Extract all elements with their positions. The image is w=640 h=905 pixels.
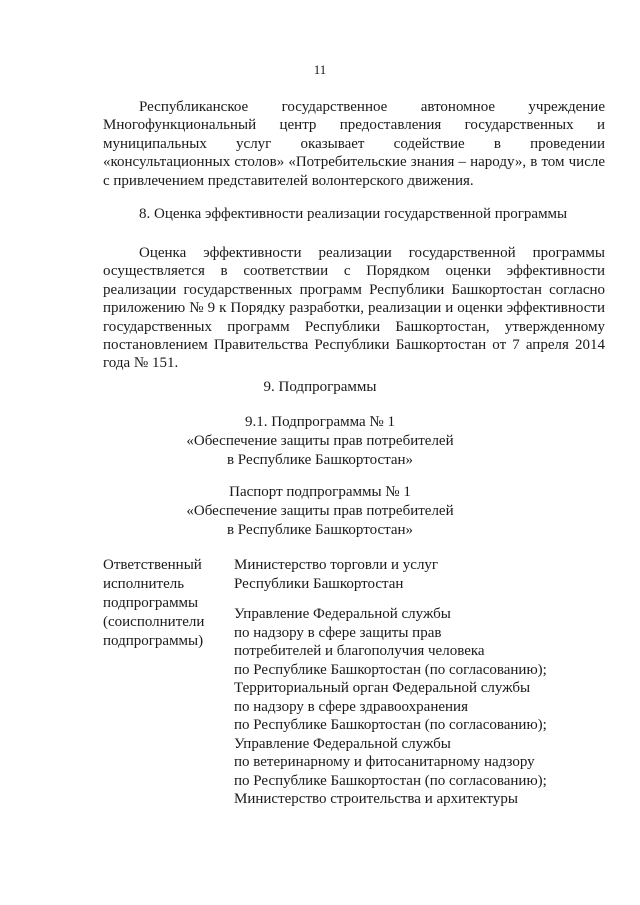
passport-heading: Паспорт подпрограммы № 1 «Обеспечение защиты прав потребителей в Республике Башкортостан» xyxy=(186,484,454,538)
passport-value-line: Управление Федеральной службы xyxy=(234,735,451,752)
paragraph-mfc-assistance: Республиканское государственное автономное учреждение Многофункциональный центр предоставления государственных и муниципальных услуг оказывает содействие в проведении «консультационных столов» «Потребительские знания – народу», в том числе с привлечением представителей волонтерского движения. xyxy=(103,99,605,189)
passport-value-line: по ветеринарному и фитосанитарному надзору xyxy=(234,754,535,770)
passport-value-line: по Республике Башкортостан (по согласованию); xyxy=(234,661,547,678)
paragraph-efficiency-evaluation: Оценка эффективности реализации государственной программы осуществляется в соответствии с Порядком оценки эффективности реализации государственных программ Республики Башкортостан согласно приложению № 9 к Порядку разработки, реализации и оценки эффективности государственных программ Республики Башкортостан, утвержденному постановлением Правительства Республики Башкортостан от 7 апреля 2014 года № 151. xyxy=(103,245,605,372)
passport-value-line: Территориальный орган Федеральной службы xyxy=(234,680,531,696)
passport-value-line: Управление Федеральной службы xyxy=(234,606,451,622)
passport-value-line: Министерство строительства и архитектуры xyxy=(234,791,518,807)
passport-value-line: Министерство торговли и услуг xyxy=(234,557,439,573)
passport-value-line: по Республике Башкортостан (по согласованию); xyxy=(234,772,547,789)
page-number: 11 xyxy=(313,62,327,77)
passport-value-line: потребителей и благополучия человека xyxy=(234,643,485,659)
passport-value-line: по Республике Башкортостан (по согласованию); xyxy=(234,717,547,733)
passport-value-line: по надзору в сфере здравоохранения xyxy=(234,698,468,715)
section-9-heading: 9. Подпрограммы xyxy=(263,379,377,395)
subprogram-1-heading: 9.1. Подпрограмма № 1 «Обеспечение защиты прав потребителей в Республике Башкортостан» xyxy=(186,414,454,468)
passport-row-value xyxy=(234,556,614,809)
passport-value-line: по надзору в сфере защиты прав xyxy=(234,624,442,641)
passport-row-label: Ответственный исполнитель подпрограммы (соисполнители подпрограммы) xyxy=(103,557,205,649)
passport-value-line: Республики Башкортостан xyxy=(234,575,404,592)
section-8-heading: 8. Оценка эффективности реализации государственной программы xyxy=(139,206,568,222)
